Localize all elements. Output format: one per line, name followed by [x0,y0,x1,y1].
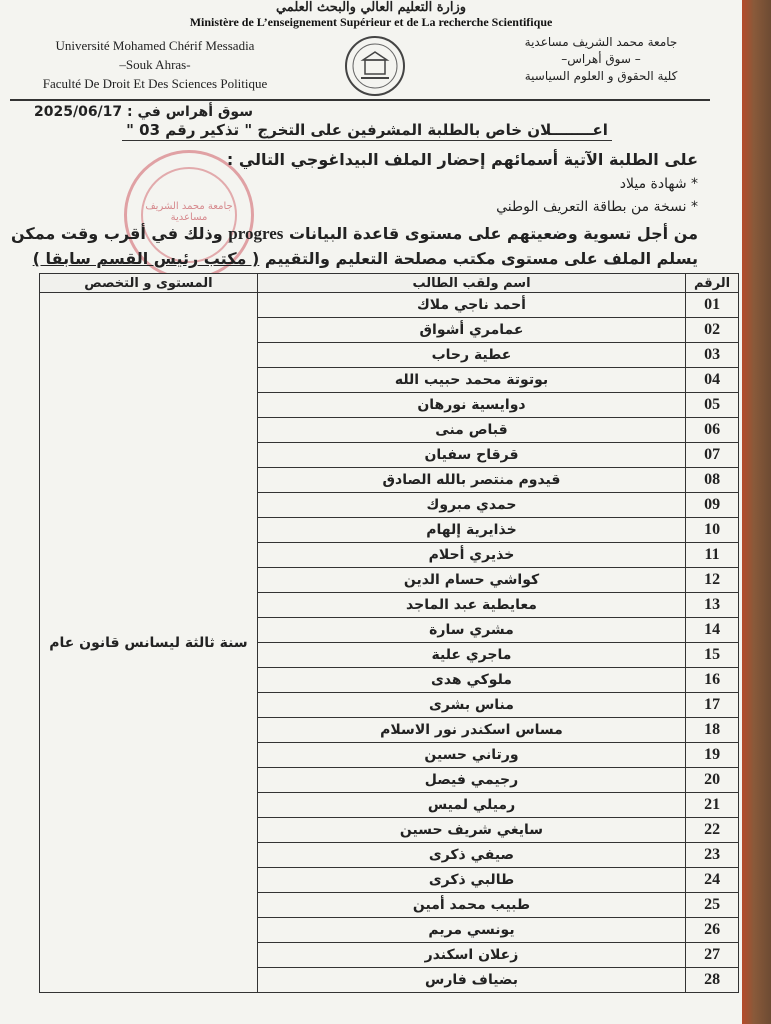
row-number: 05 [686,393,739,418]
faculty-name-fr: Faculté De Droit Et Des Sciences Politique [42,76,268,91]
row-number: 04 [686,368,739,393]
row-number: 14 [686,618,739,643]
row-number: 17 [686,693,739,718]
row-number: 28 [686,968,739,993]
row-number: 16 [686,668,739,693]
row-number: 20 [686,768,739,793]
table-header-row [40,274,739,293]
university-city-ar: – سوق أهراس– [561,52,641,66]
row-number: 10 [686,518,739,543]
university-city-fr: –Souk Ahras- [119,57,191,72]
row-number: 12 [686,568,739,593]
header-divider [10,99,710,101]
student-name: أحمد ناجي ملاك [257,293,685,318]
header-level: المستوى و التخصص [40,274,258,293]
required-document-2: * نسخة من بطاقة التعريف الوطني [496,199,698,215]
row-number: 08 [686,468,739,493]
university-name-fr: Université Mohamed Chérif Messadia [55,38,255,53]
header-name: اسم ولقب الطالب [257,274,685,293]
faculty-name-ar: كلية الحقوق و العلوم السياسية [524,69,678,83]
row-number: 01 [686,293,739,318]
student-name: دوايسية نورهان [257,393,685,418]
row-number: 15 [686,643,739,668]
row-number: 11 [686,543,739,568]
student-name: رميلي لميس [257,793,685,818]
student-name: قرقاح سفيان [257,443,685,468]
student-name: مشري سارة [257,618,685,643]
student-name: حمدي مبروك [257,493,685,518]
student-name: خذيري أحلام [257,543,685,568]
instruction-line-1-start: من أجل تسوية وضعيتهم على مستوى قاعدة البيانات [288,224,698,243]
students-table-body [40,293,739,993]
row-number: 07 [686,443,739,468]
office-note: ( مكتب رئيس القسم سابقا ) [32,249,260,268]
row-number: 22 [686,818,739,843]
student-name: مساس اسكندر نور الاسلام [257,718,685,743]
student-name: رجيمي فيصل [257,768,685,793]
level-specialty: سنة ثالثة ليسانس قانون عام [40,293,258,993]
row-number: 02 [686,318,739,343]
database-name: progres [228,224,284,243]
student-name: قباص منى [257,418,685,443]
row-number: 13 [686,593,739,618]
student-name: بوتوتة محمد حبيب الله [257,368,685,393]
university-name-ar: جامعة محمد الشريف مساعدية [524,35,678,49]
university-header-arabic [496,34,706,85]
student-name: مناس بشرى [257,693,685,718]
row-number: 21 [686,793,739,818]
ministry-title-arabic: وزارة التعليم العالي والبحث العلمي [275,0,467,15]
student-name: عمامري أشواق [257,318,685,343]
required-document-1: * شهادة ميلاد [619,176,698,192]
student-name: بضياف فارس [257,968,685,993]
student-name: صيفي ذكرى [257,843,685,868]
instruction-line-1-end: وذلك في أقرب وقت ممكن [10,224,223,243]
table-row [40,293,739,318]
background-surface [742,0,771,1024]
row-number: 25 [686,893,739,918]
row-number: 19 [686,743,739,768]
university-header-french [30,36,280,93]
university-logo-icon [343,34,407,98]
student-name: كواشي حسام الدين [257,568,685,593]
row-number: 24 [686,868,739,893]
row-number: 03 [686,343,739,368]
student-name: يونسي مريم [257,918,685,943]
stamp-text: جامعة محمد الشريف مساعدية [145,201,233,223]
row-number: 27 [686,943,739,968]
row-number: 06 [686,418,739,443]
student-name: خذايرية إلهام [257,518,685,543]
student-name: سايغي شريف حسين [257,818,685,843]
row-number: 26 [686,918,739,943]
row-number: 09 [686,493,739,518]
instruction-line-2-start: يسلم الملف على مستوى مكتب مصلحة التعليم والتقييم [264,249,698,268]
ministry-title-french: Ministère de L’enseignement Supérieur et de La recherche Scientifique [189,15,553,29]
student-name: طبيب محمد أمين [257,893,685,918]
instruction-line-2 [33,249,698,268]
instruction-line-1 [11,224,698,244]
document-date: سوق أهراس في : 2025/06/17 [34,104,253,120]
student-name: ملوكي هدى [257,668,685,693]
student-name: طالبي ذكرى [257,868,685,893]
students-table [39,273,739,993]
announcement-intro: على الطلبة الآتية أسمائهم إحضار الملف البيداغوجي التالي : [226,150,698,169]
student-name: زعلان اسكندر [257,943,685,968]
announcement-title: اعــــــــلان خاص بالطلبة المشرفين على التخرج " تذكير رقم 03 " [122,121,612,141]
student-name: قيدوم منتصر بالله الصادق [257,468,685,493]
student-name: ماجري علية [257,643,685,668]
row-number: 23 [686,843,739,868]
header-number: الرقم [686,274,739,293]
row-number: 18 [686,718,739,743]
student-name: عطية رحاب [257,343,685,368]
student-name: ورتاني حسين [257,743,685,768]
student-name: معايطية عبد الماجد [257,593,685,618]
